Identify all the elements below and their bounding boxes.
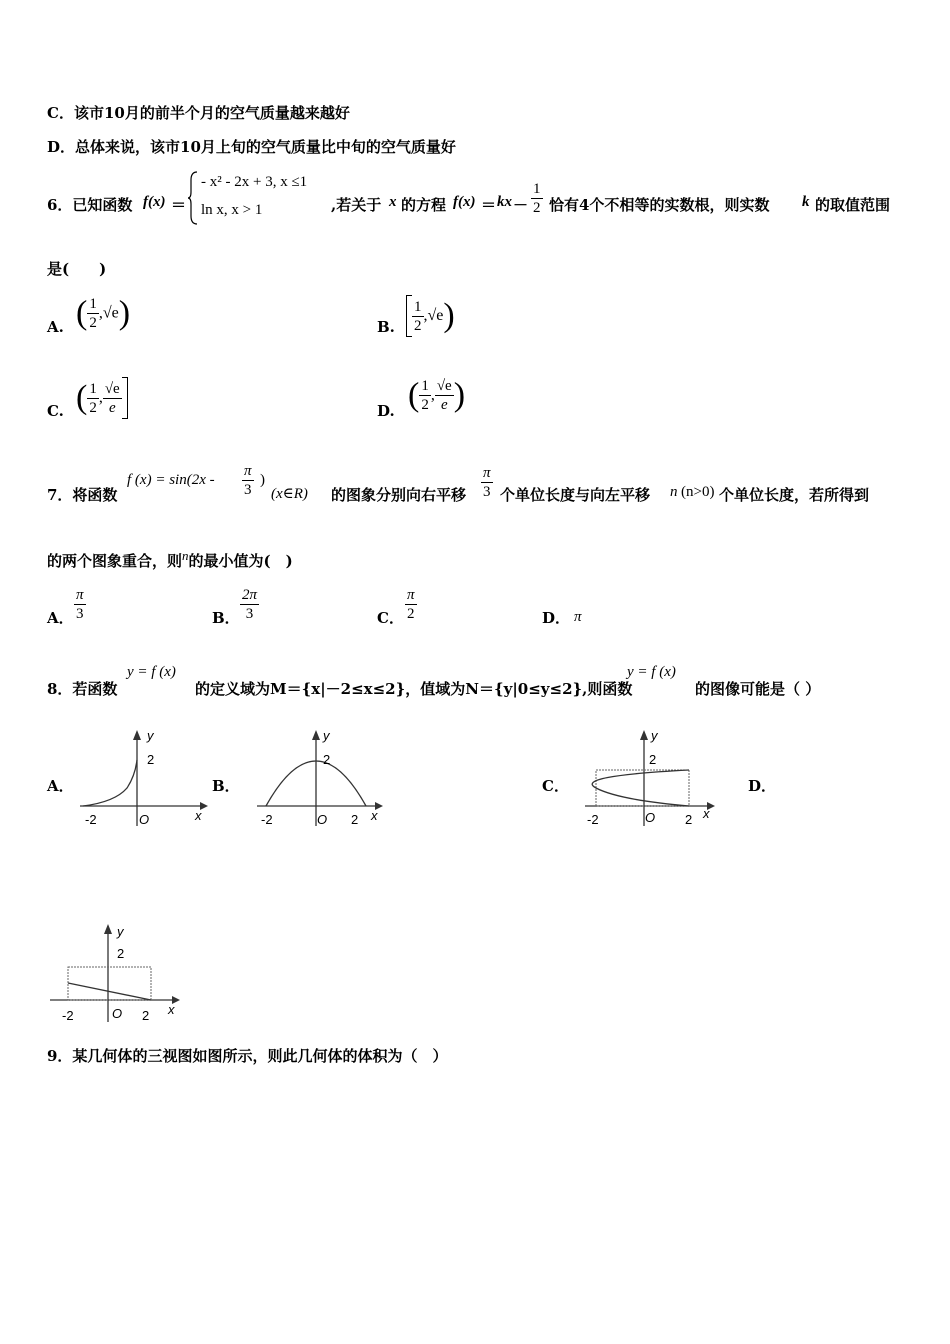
q6-eq2: ＝ [481,196,497,214]
y-label: y [117,924,124,939]
x-two: 2 [351,812,359,827]
q6-case1: - x² - 2x + 3, x ≤1 [201,174,308,190]
question-9: 9．某几何体的三视图如图所示，则此几何体的体积为（ ） [47,1047,448,1065]
q7-func-post: ) [260,472,265,488]
curve [592,770,689,806]
y-two: 2 [649,752,657,767]
x-label: x [168,1002,175,1017]
q6-mid: ,若关于 [331,196,382,214]
curve [83,760,137,806]
q7-option-a[interactable]: $\frac{\pi}{3}$ [76,587,84,622]
q7-mid: 的图象分别向右平移 [331,486,467,504]
q7-option-c[interactable]: $\frac{\pi}{2}$ [407,587,415,622]
q7-lead: 7．将函数 [47,486,118,504]
q6-eq: ＝ [171,196,187,214]
q7-option-d[interactable]: π [574,609,582,625]
q8-option-b-label[interactable]: B． [212,777,240,795]
y-label: y [147,728,154,743]
x-neg-two: -2 [587,812,599,827]
q7-n-cond: (n>0) [681,484,715,500]
q8-tail: 的图像可能是（ ） [695,680,821,698]
q6-option-b[interactable]: $\frac{1}{2}$ ,√e) [406,295,455,337]
q8-option-a-label[interactable]: A． [47,777,74,795]
bound-box [68,967,151,1000]
q7-mid2: 个单位长度与向左平移 [500,486,651,504]
x-neg-two: -2 [85,812,97,827]
y-arrow [133,730,141,740]
x-two: 2 [685,812,693,827]
q7-func-pre: f (x) = sin(2x - [127,472,215,488]
q6-fx: f(x) [143,194,166,210]
q8-graph-b[interactable] [253,728,393,828]
y-two: 2 [323,752,331,767]
q6-minus: － [513,196,529,214]
q6-option-a-label[interactable]: A. [47,318,64,336]
q7-option-d-label[interactable]: D． [542,609,571,627]
y-label: y [651,728,658,743]
q6-option-a[interactable]: ( $\frac{1}{2}$ ,√e) [76,294,131,332]
q6-option-c-label[interactable]: C. [47,402,64,420]
x-label: x [703,806,710,821]
origin: O [139,812,150,827]
q8-func2: y = f (x) [627,664,676,680]
q8-func: y = f (x) [127,664,176,680]
q7-option-a-label[interactable]: A． [47,609,74,627]
q6-brace [187,170,199,226]
q7-tail: 个单位长度，若所得到 [719,486,870,504]
y-arrow [312,730,320,740]
origin: O [112,1006,123,1021]
q8-option-d-label[interactable]: D． [748,777,777,795]
q6-fx2: f(x) [453,194,476,210]
q6-half: $\frac{1}{2}$ [533,181,541,216]
option-d-text: D．总体来说，该市10月上旬的空气质量比中旬的空气质量好 [47,138,456,156]
y-label: y [323,728,330,743]
y-arrow [640,730,648,740]
q7-n: n [670,484,678,500]
x-label: x [371,808,378,823]
y-two: 2 [117,946,125,961]
question-7 [47,462,927,512]
line-segment [68,983,151,1000]
q6-continuation: 是( ) [47,260,107,278]
q6-lead: 6．已知函数 [47,196,133,214]
question-8 [47,664,927,704]
q7-shift-right: $\frac{\pi}{3}$ [483,465,491,500]
q6-option-c[interactable]: ( $\frac{1}{2}$ , $\frac{√e}{e}$ [76,377,128,419]
q7-domain: (x∈R) [271,486,308,502]
q7-continuation: 的两个图象重合，则n的最小值为( ) [47,548,293,570]
x-two: 2 [142,1008,150,1023]
q6-tail: 恰有4个不相等的实数根，则实数 [549,196,770,214]
q8-graph-d[interactable] [48,922,188,1024]
q6-case2: ln x, x > 1 [201,202,263,218]
q6-a-frac: $\frac{1}{2}$ [89,296,97,331]
x-label: x [195,808,202,823]
q6-b-frac: $\frac{1}{2}$ [414,298,422,334]
q6-option-d[interactable]: ( $\frac{1}{2}$ , $\frac{√e}{e}$ ) [408,376,466,414]
q6-option-d-label[interactable]: D. [377,402,395,420]
y-arrow [104,924,112,934]
y-two: 2 [147,752,155,767]
origin: O [645,810,656,825]
q6-kx: kx [497,194,512,210]
q6-c-frac2: $\frac{√e}{e}$ [104,380,120,416]
q7-pi-third: $\frac{\pi}{3}$ [244,463,252,498]
q6-c-frac1: $\frac{1}{2}$ [89,380,97,416]
option-c-text: C．该市10月的前半个月的空气质量越来越好 [47,104,350,122]
q6-x: x [389,194,397,210]
q6-option-b-label[interactable]: B. [377,318,395,336]
q8-graph-c[interactable] [583,728,723,828]
q7-option-b[interactable]: $\frac{2\pi}{3}$ [242,587,258,622]
x-neg-two: -2 [62,1008,74,1023]
q6-tail2: 的取值范围 [815,196,891,214]
q8-lead: 8．若函数 [47,680,118,698]
q6-mid2: 的方程 [401,196,447,214]
q8-option-c-label[interactable]: C． [542,777,569,795]
q6-d-frac2: $\frac{√e}{e}$ [436,378,452,413]
q7-option-b-label[interactable]: B． [212,609,240,627]
q8-mid: 的定义域为M＝{x|－2≤x≤2}，值域为N＝{y|0≤y≤2},则函数 [195,680,633,698]
origin: O [317,812,328,827]
q6-d-frac1: $\frac{1}{2}$ [421,378,429,413]
q8-graph-a[interactable] [75,728,215,828]
q6-k: k [802,194,810,210]
q7-option-c-label[interactable]: C． [377,609,404,627]
x-neg-two: -2 [261,812,273,827]
